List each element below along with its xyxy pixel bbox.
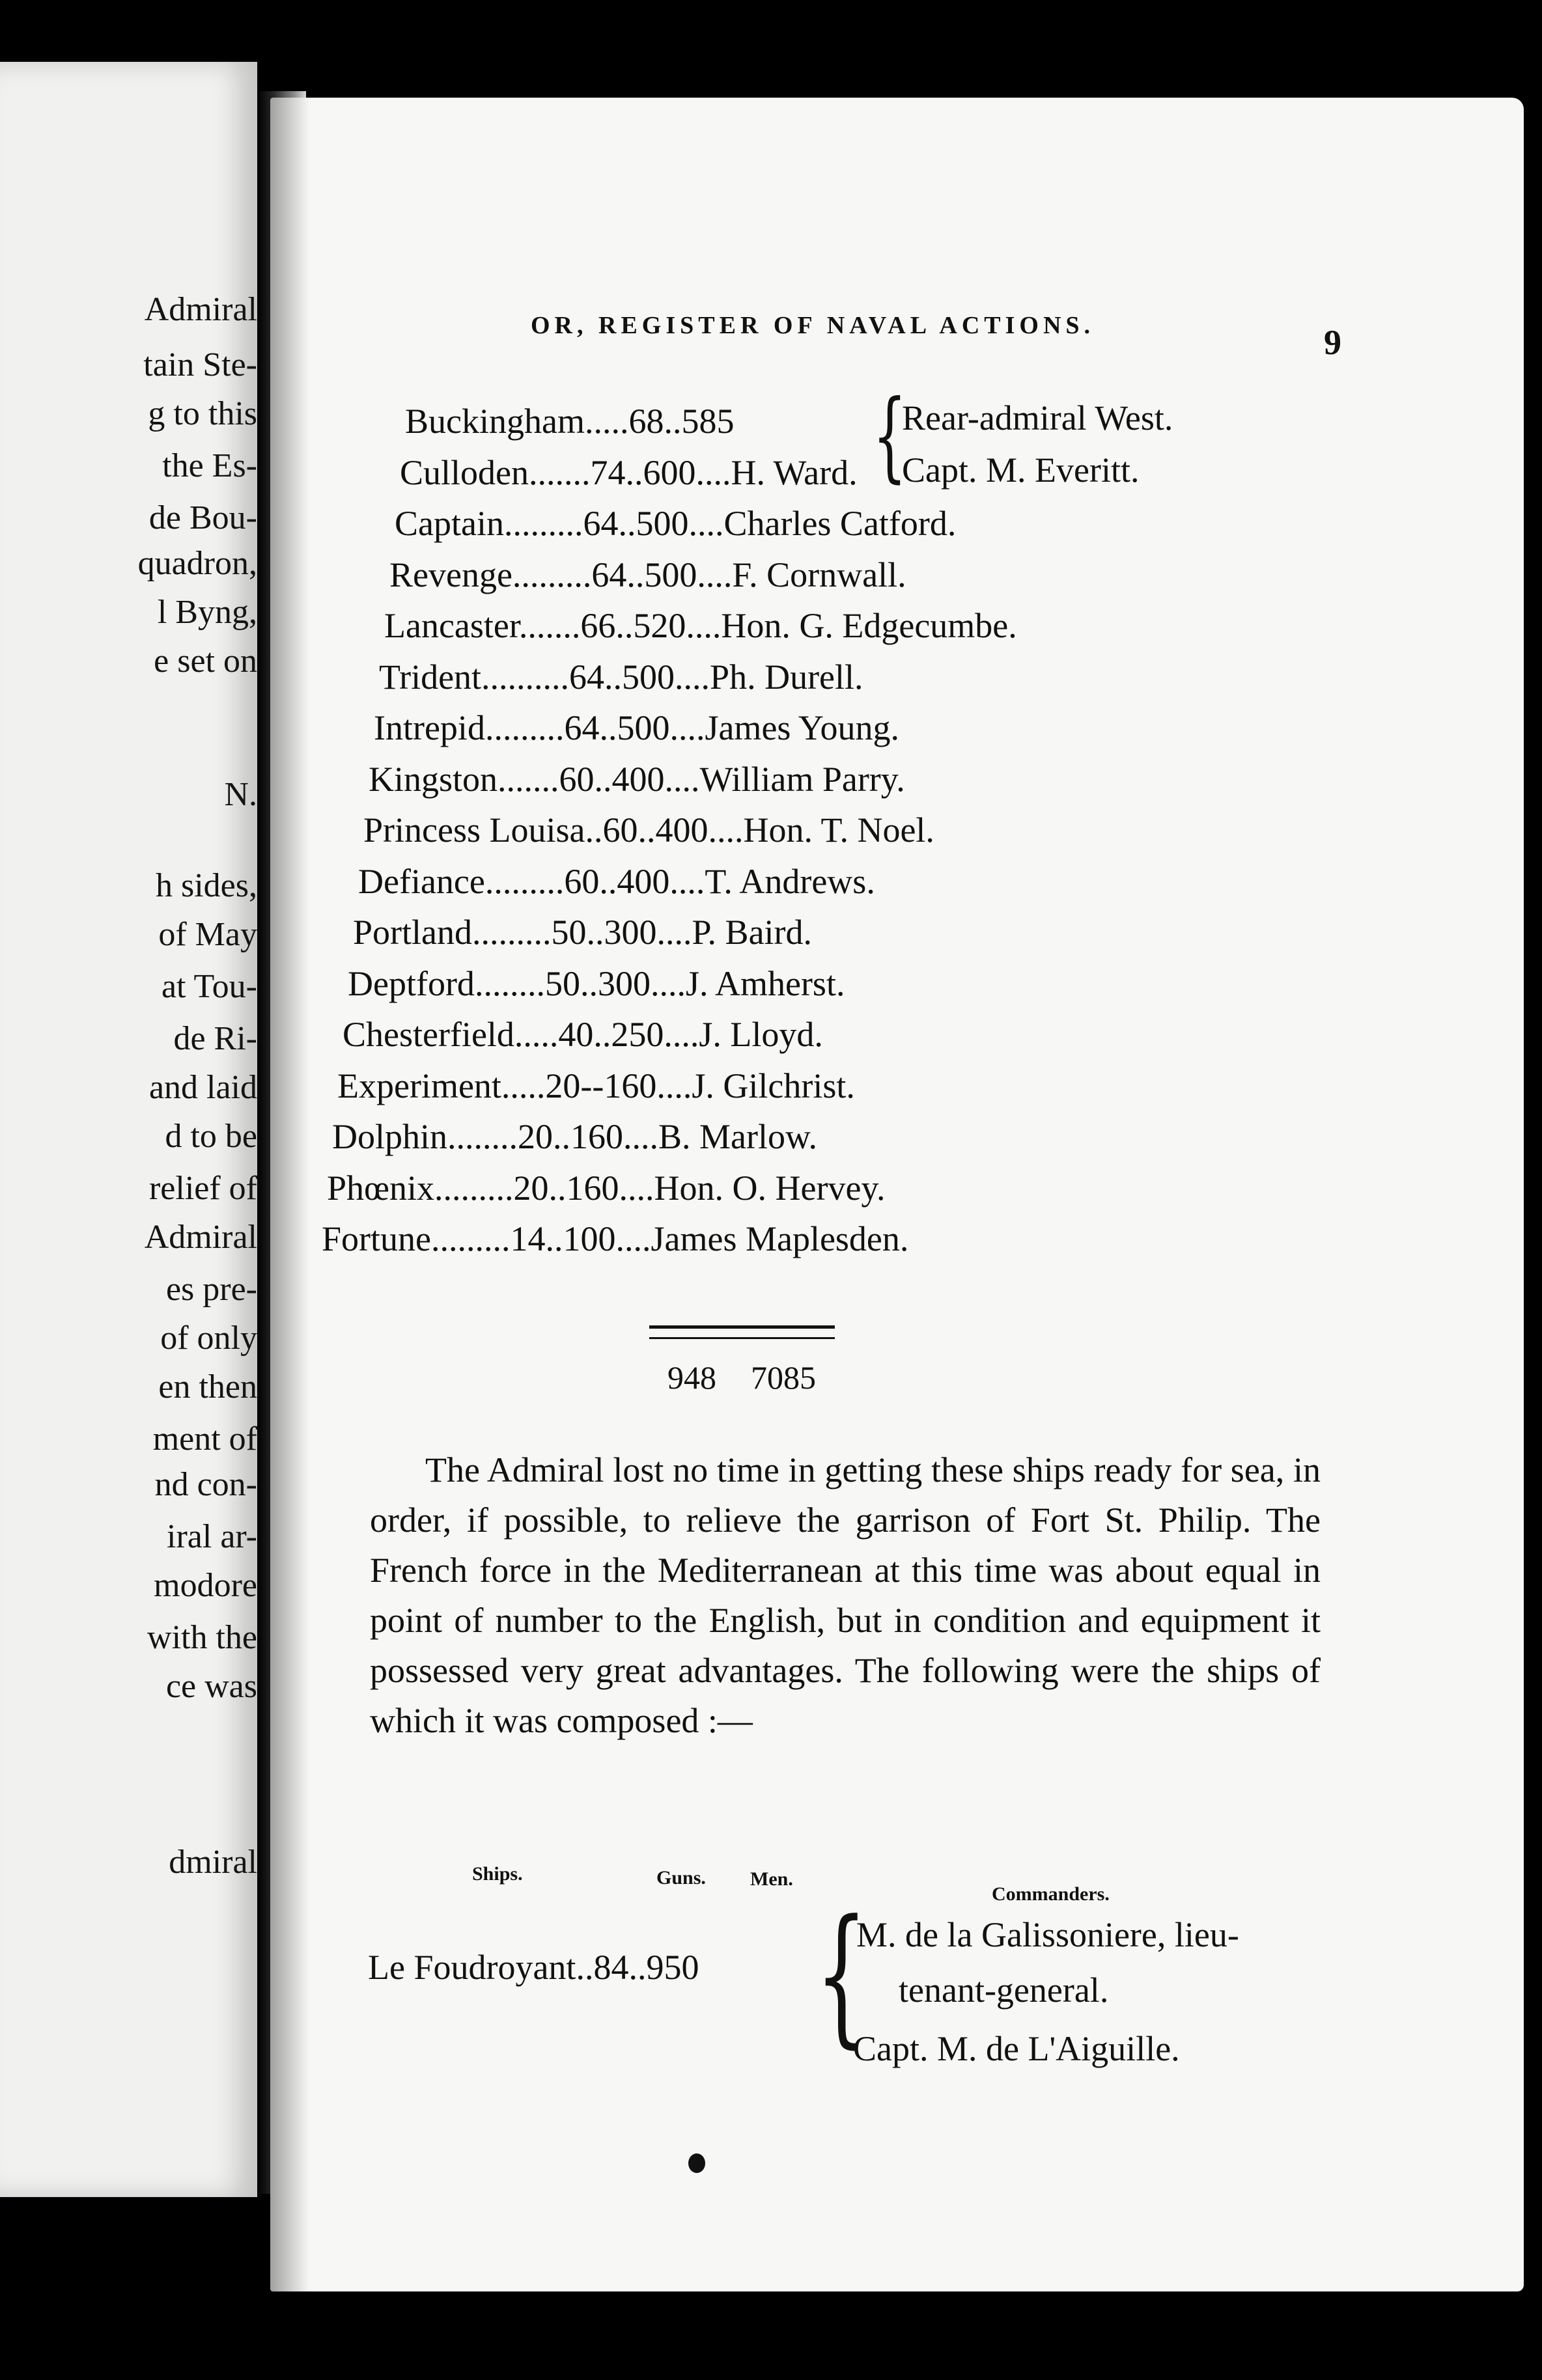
leader: .........	[434, 1169, 514, 1208]
leader: ........	[447, 1117, 518, 1156]
leader: .....	[501, 1066, 546, 1105]
ship-guns: 64	[583, 504, 619, 543]
leader: ....	[675, 657, 710, 697]
ship-name: Fortune	[322, 1219, 431, 1258]
ship-guns: 60	[559, 760, 595, 799]
ship-commander: J. Gilchrist.	[692, 1066, 855, 1105]
separator: ..	[604, 657, 623, 697]
facing-page-fragment: ment of	[152, 1420, 257, 1458]
facing-page-fragment: Admiral	[144, 291, 257, 328]
facing-page-fragment: relief of	[148, 1170, 257, 1207]
leader: ....	[656, 1066, 692, 1105]
leader: .....	[584, 402, 629, 441]
leader: ....	[664, 1015, 699, 1054]
leader: ....	[708, 810, 744, 850]
ship-commander: J. Lloyd.	[699, 1015, 823, 1054]
ship-guns: 64	[564, 708, 600, 747]
facing-page-fragment: quadron,	[137, 545, 257, 582]
leader: ........	[474, 964, 545, 1003]
commander-line: Capt. M. de L'Aiguille.	[853, 2029, 1180, 2068]
ship-name: Dolphin	[332, 1117, 448, 1156]
ship-commander: F. Cornwall.	[732, 555, 906, 594]
separator: ..	[594, 760, 612, 799]
leader: ....	[656, 913, 692, 952]
ship-men: 400	[611, 760, 665, 799]
separator: ..	[615, 606, 634, 645]
ship-commander: James Young.	[705, 708, 900, 747]
facing-page-fragment: N.	[224, 776, 257, 813]
ship-commander: William Parry.	[699, 760, 905, 799]
leader: ....	[615, 1219, 651, 1258]
ship-row	[358, 864, 875, 899]
ship-row	[374, 710, 899, 745]
ship-guns: 20	[545, 1066, 581, 1105]
ship-men: 160	[566, 1169, 619, 1208]
facing-page-fragment: e set on	[154, 643, 257, 680]
separator: ..	[599, 708, 617, 747]
ship-men: 300	[597, 964, 651, 1003]
page-shadow	[270, 98, 309, 2291]
commander-line: M. de la Galissoniere, lieu-	[856, 1915, 1239, 1954]
facing-page	[0, 62, 257, 2197]
facing-page-fragment: modore	[154, 1567, 257, 1604]
ship-name: Lancaster	[384, 606, 519, 645]
ship-men: 500	[644, 555, 697, 594]
ship-row	[379, 659, 863, 695]
ink-blot	[688, 2153, 705, 2173]
leader: ....	[688, 504, 724, 543]
ship-men: 100	[563, 1219, 616, 1258]
facing-page-fragment: en then	[158, 1368, 257, 1405]
ship-name: Trident	[379, 657, 482, 697]
leader: .........	[512, 555, 592, 594]
ship-row	[353, 915, 812, 950]
ship-name: Captain	[395, 504, 504, 543]
ship-guns: 20	[518, 1117, 554, 1156]
ship-name: Deptford	[348, 964, 475, 1003]
ship-guns: 84	[593, 1948, 629, 1987]
running-header: OR, REGISTER OF NAVAL ACTIONS.	[531, 312, 1095, 339]
leader: .........	[484, 862, 565, 901]
ship-commander: James Maplesden.	[651, 1219, 909, 1258]
ship-commander: T. Andrews.	[705, 862, 875, 901]
facing-page-fragment: at Tou-	[161, 968, 257, 1005]
french-ship-row: Le Foudroyant..84..950	[368, 1948, 699, 1987]
ship-row	[332, 1119, 817, 1154]
col-header-commanders: Commanders.	[992, 1883, 1110, 1905]
col-header-men: Men.	[750, 1868, 793, 1890]
ship-guns: 50	[551, 913, 587, 952]
ship-guns: 50	[544, 964, 580, 1003]
ship-commander: Ph. Durell.	[710, 657, 863, 697]
leader: .........	[503, 504, 583, 543]
totals-rule	[649, 1325, 835, 1329]
ship-men: 250	[611, 1015, 664, 1054]
leader: ....	[686, 606, 722, 645]
ship-name: Intrepid	[374, 708, 485, 747]
brace-icon: {	[873, 380, 907, 493]
ship-men: 600	[643, 453, 696, 492]
col-header-ships: Ships.	[472, 1863, 523, 1885]
separator: ..	[580, 964, 598, 1003]
commander-line: Capt. M. Everitt.	[902, 450, 1140, 490]
total-men: 7085	[751, 1359, 816, 1396]
commander-line: tenant-general.	[899, 1971, 1109, 2010]
ship-men: 160	[570, 1117, 624, 1156]
ship-row	[327, 1170, 885, 1206]
leader: ....	[695, 453, 731, 492]
ship-row	[395, 506, 956, 541]
ship-men: 500	[617, 708, 670, 747]
ship-row	[322, 1221, 908, 1256]
ship-row	[405, 404, 734, 439]
ship-name: Buckingham	[405, 402, 585, 441]
leader: ..........	[481, 657, 570, 697]
separator: ..	[548, 1169, 567, 1208]
facing-page-fragment: l Byng,	[157, 594, 257, 631]
separator: ..	[626, 555, 645, 594]
ship-guns: 60	[602, 810, 638, 850]
ship-commander: Hon. O. Hervey.	[654, 1169, 886, 1208]
leader: .......	[529, 453, 591, 492]
leader: ....	[623, 1117, 659, 1156]
ship-men: 585	[681, 402, 735, 441]
facing-page-fragment: h sides,	[156, 867, 257, 904]
leader: ..	[585, 810, 603, 850]
facing-page-fragment: ce was	[165, 1668, 257, 1705]
commander-line: Rear-admiral West.	[902, 398, 1173, 437]
facing-page-fragment: iral ar-	[167, 1518, 257, 1555]
facing-page-fragment: with the	[147, 1619, 257, 1656]
ship-commander: Charles Catford.	[723, 504, 957, 543]
facing-page-fragment: es pre-	[165, 1271, 257, 1308]
ship-guns: 66	[580, 606, 616, 645]
ship-name: Portland	[353, 913, 472, 952]
facing-page-fragment: and laid	[148, 1069, 257, 1106]
page-number: 9	[1324, 323, 1341, 362]
ship-commander: B. Marlow.	[658, 1117, 817, 1156]
separator: ..	[664, 402, 682, 441]
ship-row	[337, 1068, 855, 1103]
ship-guns: 20	[513, 1169, 549, 1208]
ship-commander: Hon. T. Noel.	[743, 810, 934, 850]
ship-commander: H. Ward.	[731, 453, 858, 492]
ship-row	[400, 455, 858, 490]
body-paragraph: The Admiral lost no time in getting these ships ready for sea, in order, if possible, to relieve the garrison of Fort St. Philip. The French force in the Mediterranean at this time was about equal in point of number to the English, but in condition and equipment it possessed very great advantages. The following were the ships of which it was composed :—	[370, 1450, 1321, 1740]
separator: ..	[618, 504, 636, 543]
leader: ....	[664, 760, 700, 799]
ship-row	[384, 608, 1017, 643]
ship-men: 500	[622, 657, 675, 697]
ship-row	[389, 557, 906, 592]
ship-guns: 64	[591, 555, 627, 594]
ship-name: Defiance	[358, 862, 485, 901]
facing-page-fragment: Admiral	[144, 1219, 257, 1256]
facing-page-fragment: of only	[160, 1320, 257, 1357]
ship-row	[369, 762, 905, 797]
facing-page-fragment: nd con-	[154, 1466, 257, 1503]
ship-commander: P. Baird.	[692, 913, 813, 952]
ship-row	[363, 812, 934, 848]
facing-page-fragment: g to this	[148, 395, 257, 432]
facing-page-fragment: dmiral	[169, 1844, 257, 1881]
leader: ....	[650, 964, 686, 1003]
ship-men: 400	[655, 810, 708, 850]
facing-page-fragment: de Bou-	[148, 499, 257, 536]
separator: ..	[625, 453, 643, 492]
leader: .......	[498, 760, 559, 799]
leader: .....	[514, 1015, 559, 1054]
facing-page-fragment: tain Ste-	[143, 346, 257, 383]
ship-commander: Hon. G. Edgecumbe.	[721, 606, 1017, 645]
leader: .........	[472, 913, 552, 952]
ship-name: Princess Louisa	[363, 810, 585, 850]
ship-guns: 14	[510, 1219, 546, 1258]
ship-name: Revenge	[389, 555, 512, 594]
ship-name: Culloden	[400, 453, 529, 492]
ship-men: 300	[604, 913, 657, 952]
separator: ..	[593, 1015, 611, 1054]
ship-commander: J. Amherst.	[685, 964, 845, 1003]
leader: ....	[669, 862, 705, 901]
ship-guns: 64	[569, 657, 605, 697]
leader: .........	[431, 1219, 511, 1258]
ship-guns: 68	[628, 402, 664, 441]
brace-icon: {	[815, 1889, 868, 2062]
separator: ..	[553, 1117, 571, 1156]
ship-name: Chesterfield	[343, 1015, 514, 1054]
leader: ....	[669, 708, 705, 747]
ship-men: 950	[646, 1948, 699, 1987]
ship-guns: 60	[564, 862, 600, 901]
ship-men: 500	[636, 504, 689, 543]
separator: --	[580, 1066, 604, 1105]
separator: ..	[638, 810, 656, 850]
facing-page-fragment: of May	[158, 916, 257, 953]
leader: .......	[518, 606, 581, 645]
col-header-guns: Guns.	[656, 1867, 706, 1889]
total-guns: 948	[667, 1359, 716, 1396]
ship-row	[343, 1017, 823, 1052]
ship-name: Le Foudroyant	[368, 1948, 576, 1987]
leader: ....	[619, 1169, 654, 1208]
facing-page-fragment: the Es-	[162, 447, 257, 484]
ship-men: 520	[633, 606, 686, 645]
totals-rule	[649, 1337, 835, 1339]
ship-guns: 40	[558, 1015, 594, 1054]
ship-name: Phœnix	[327, 1169, 435, 1208]
leader: .........	[484, 708, 565, 747]
ship-guns: 74	[590, 453, 626, 492]
ship-name: Experiment	[337, 1066, 501, 1105]
ship-men: 400	[617, 862, 670, 901]
separator: ..	[586, 913, 604, 952]
ship-row	[348, 966, 845, 1001]
ship-men: 160	[604, 1066, 657, 1105]
ship-name: Kingston	[369, 760, 498, 799]
facing-page-fragment: de Ri-	[173, 1020, 257, 1057]
separator: ..	[599, 862, 617, 901]
leader: ....	[697, 555, 733, 594]
facing-page-fragment: d to be	[165, 1118, 257, 1155]
separator: ..	[545, 1219, 563, 1258]
